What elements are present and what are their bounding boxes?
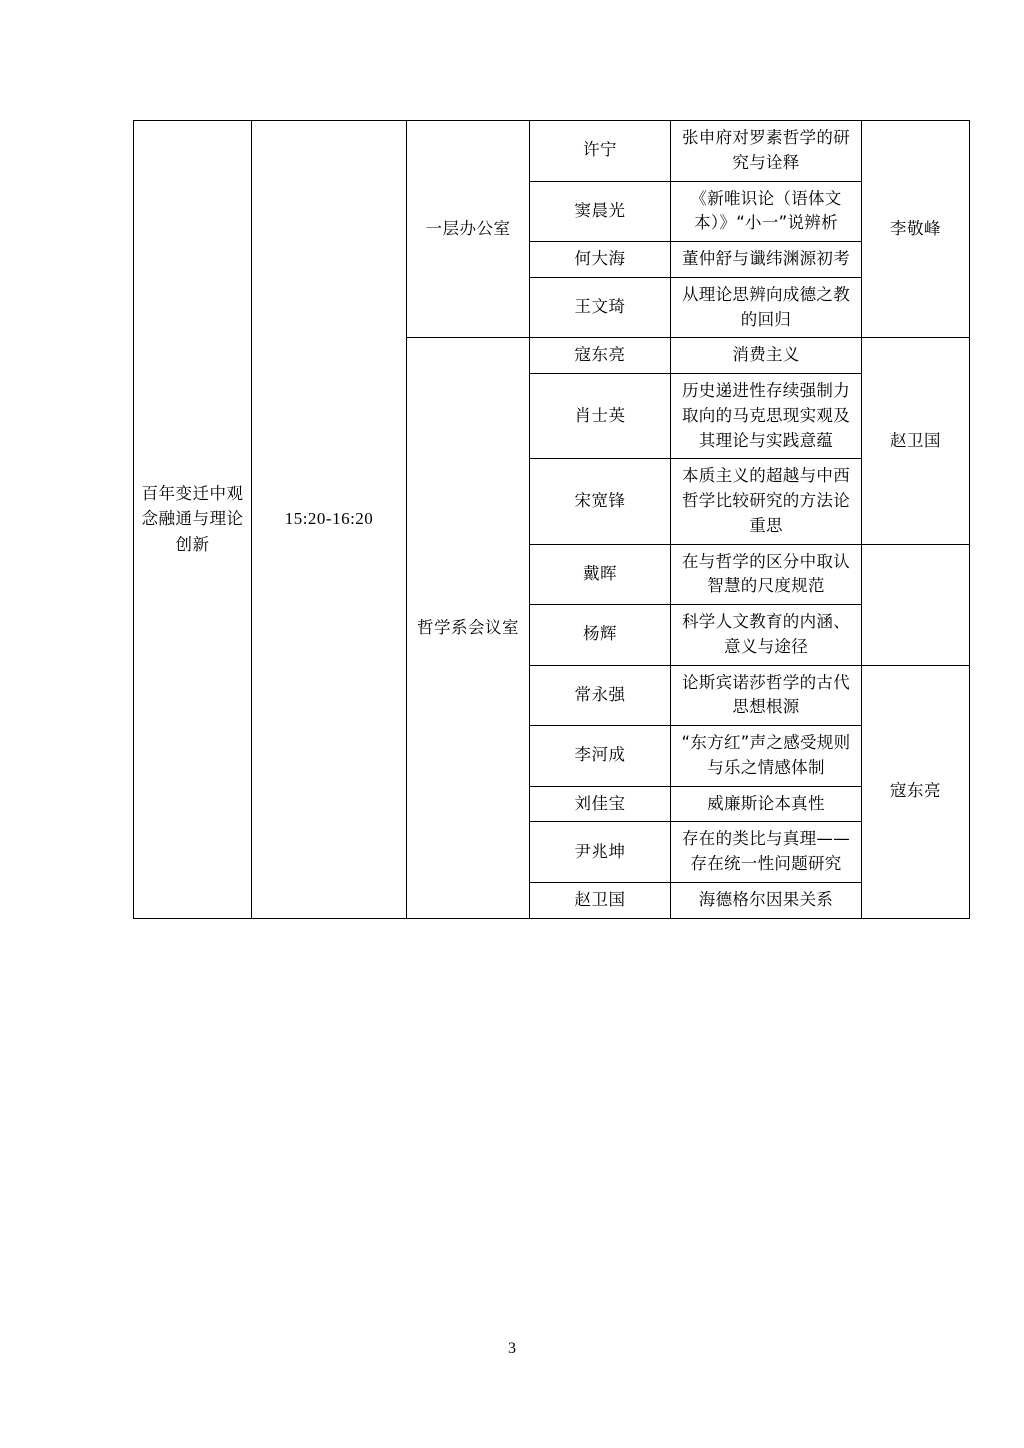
topic-text: 董仲舒与谶纬渊源初考 <box>682 249 850 268</box>
room-cell-office <box>407 121 530 338</box>
topic-text: 消费主义 <box>732 345 800 365</box>
conference-schedule-table <box>133 120 970 919</box>
topic-text: 《新唯识论（语体文本）》“小一”说辨析 <box>690 188 842 233</box>
presenter-name: 宋宽锋 <box>574 491 626 511</box>
presenter-name: 李河成 <box>574 745 626 765</box>
room-cell-philosophy-meeting <box>407 338 530 918</box>
topic-cell <box>671 544 862 605</box>
topic-cell <box>671 726 862 787</box>
presenter-cell <box>530 374 671 459</box>
presenter-cell <box>530 121 671 182</box>
presenter-name: 戴晖 <box>583 563 617 583</box>
topic-cell <box>671 181 862 242</box>
room-label: 一层办公室 <box>425 218 511 238</box>
presenter-cell <box>530 665 671 726</box>
room-label: 哲学系会议室 <box>417 617 519 637</box>
presenter-name: 肖士英 <box>574 405 626 425</box>
topic-text: 在与哲学的区分中取认智慧的尺度规范 <box>682 551 850 596</box>
session-theme-cell <box>134 121 252 919</box>
chair-cell <box>862 121 970 338</box>
chair-name: 寇东亮 <box>890 781 941 801</box>
topic-cell <box>671 822 862 883</box>
presenter-cell <box>530 181 671 242</box>
presenter-cell <box>530 726 671 787</box>
topic-text: 科学人文教育的内涵、意义与途径 <box>682 612 850 656</box>
presenter-cell <box>530 882 671 918</box>
presenter-name: 王文琦 <box>574 297 626 317</box>
chair-cell-empty <box>862 544 970 665</box>
presenter-name: 何大海 <box>574 249 626 269</box>
presenter-cell <box>530 277 671 338</box>
presenter-name: 赵卫国 <box>574 889 626 909</box>
topic-text: 历史递进性存续强制力取向的马克思现实观及其理论与实践意蕴 <box>682 381 850 450</box>
topic-text: 威廉斯论本真性 <box>707 793 825 813</box>
chair-name: 赵卫国 <box>890 430 941 450</box>
presenter-cell <box>530 338 671 374</box>
presenter-cell <box>530 459 671 544</box>
topic-text: 本质主义的超越与中西哲学比较研究的方法论重思 <box>682 466 850 535</box>
topic-cell <box>671 277 862 338</box>
presenter-name: 杨辉 <box>583 624 617 644</box>
topic-text: 海德格尔因果关系 <box>698 889 834 909</box>
presenter-cell <box>530 605 671 666</box>
presenter-cell <box>530 786 671 822</box>
presenter-name: 刘佳宝 <box>574 793 626 813</box>
topic-text: 存在的类比与真理——存在统一性问题研究 <box>682 829 850 873</box>
topic-cell <box>671 786 862 822</box>
presenter-name: 常永强 <box>574 684 626 704</box>
topic-cell <box>671 121 862 182</box>
presenter-name: 窦晨光 <box>574 200 626 220</box>
session-theme-text: 百年变迁中观念融通与理论创新 <box>141 483 244 555</box>
topic-cell <box>671 665 862 726</box>
topic-cell <box>671 338 862 374</box>
topic-cell <box>671 374 862 459</box>
chair-cell <box>862 338 970 544</box>
presenter-name: 许宁 <box>583 140 617 160</box>
presenter-cell <box>530 242 671 278</box>
topic-cell <box>671 882 862 918</box>
topic-cell <box>671 242 862 278</box>
topic-cell <box>671 605 862 666</box>
topic-text: 论斯宾诺莎哲学的古代思想根源 <box>682 672 850 717</box>
presenter-name: 寇东亮 <box>574 345 626 365</box>
page-number: 3 <box>508 1340 516 1357</box>
presenter-name: 尹兆坤 <box>574 841 626 861</box>
table-row <box>134 121 970 182</box>
presenter-cell <box>530 822 671 883</box>
schedule-table-container <box>133 120 941 919</box>
presenter-cell <box>530 544 671 605</box>
chair-cell <box>862 665 970 918</box>
chair-name: 李敬峰 <box>890 218 941 238</box>
topic-text: “东方红”声之感受规则与乐之情感体制 <box>681 733 851 777</box>
session-time-cell: 15:20-16:20 <box>252 121 407 919</box>
topic-cell <box>671 459 862 544</box>
topic-text: 张申府对罗素哲学的研究与诠释 <box>682 128 850 172</box>
topic-text: 从理论思辨向成德之教的回归 <box>682 284 850 329</box>
